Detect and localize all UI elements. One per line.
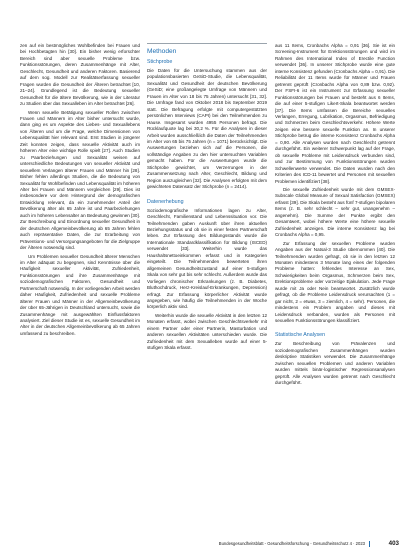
subsection-heading-statistics: Statistische Analysen — [275, 332, 326, 339]
text-column-left — [20, 43, 140, 339]
body-paragraph: Weiterhin wurde die sexuelle Aktivität in den letzten 12 Monaten erfasst, wobei zwischen Geschlechtsverkehr mit einem Partner oder einer Partnerin, Masturbation und anderen sexuellen Aktivitäten unterschieden wurde. Die Zufriedenheit mit dem Sexualleben wurde auf einer 5-stufigen Skala erfasst. — [147, 312, 267, 351]
text-column-middle — [147, 43, 267, 354]
section-divider — [147, 43, 267, 44]
body-paragraph: Wenn sexuelle Betätigung sexueller Rollen zwischen Frauen und Männern im Alter bisher untersucht wurde, dann ging es um Aspekte des Liebes- und Sexuallebens von Älteren und um die Frage, welche Dimensionen von Lebensqualität hier relevant sind. Erst Studien in jüngerer Zeit konnten zeigen, dass sexuelle Aktivität auch im höheren Alter eine wichtige Rolle spielt [27]. Auch Studien zu Paarbeziehungen und Sexualität weisen auf unterschiedliche Bedeutungen von sexueller Aktivität und sexuellem Verlangen älterer Frauen und Männer hin [28]. Bisher fehlen allerdings Studien, die die Bedeutung von Sexualität für Wohlbefinden und Lebensqualität im höheren Alter bei Frauen und Männern vergleichen [29]. Dies ist insbesondere vor dem Hintergrund der demografischen Entwicklung relevant, da ein zunehmender Anteil der Bevölkerung älter als 65 Jahre ist und Paarbeziehungen auch im höheren Lebensalter an Bedeutung gewinnen [30]. Zur Beschreibung und Einordnung sexueller Gesundheit in der deutschen Allgemeinbevölkerung ab 65 Jahren fehlen auch repräsentative Daten, die zur Erarbeitung von Präventions- und Versorgungsangeboten für die Zielgruppe der Älteren notwendig sind. — [20, 109, 140, 251]
body-paragraph: Die Daten für die Untersuchung stammen aus der populationsbasierten GeSiD-Studie, die Lebensqualität, Sexualität und Gesundheit der deutschen Bevölkerung (GeSiD; eine großangelegte Umfrage von Männern und Frauen im Alter von 18 bis 75 Jahren) untersucht [31, 32]. Die Umfrage fand von Oktober 2018 bis September 2019 statt. Die Befragung erfolgte mit computergestützten persönlichen Interviews (CAPI) bei den Teilnehmenden zu Hause. Insgesamt wurden 4955 Personen befragt. Die Rücklaufquote lag bei 30,2 %. Für die Analysen in dieser Arbeit wurden ausschließlich die Daten der Teilnehmenden im Alter von 65 bis 75 Jahren (n = 1071) berücksichtigt. Die Auswertungen beziehen sich auf die Personen, die vollständige Angaben zu den hier untersuchten Variablen gemacht haben. Für die Auswertungen wurde die Stichprobe gewichtet, um Verzerrungen in der Zusammensetzung nach Alter, Geschlecht, Bildung und Region auszugleichen [32]. Die Analysen erfolgten mit dem gewichteten Datensatz der Stichprobe (n = 2414). — [147, 68, 267, 190]
body-paragraph: zen auf ein bestmögliches Wohlbefinden bei Frauen und bei Hochbetagten hin [30]. Ein bisher wenig erforschter Bereich sind aber sexuelle Probleme bzw. Funktionsstörungen, deren Zusammenhänge mit Alter, Geschlecht, Gesundheit und anderen Faktoren. Basierend auf dem sog. Modell zur Realitätserfassung sexueller Fragen wurden die Gesundheit der Älteren betrachtet [10, 21–24]. Grundlegend ist die Bedeutung sexueller Gesundheit für die ältere Bevölkerung, wie in der Literatur zu Studien über das Sexualleben im Alter betrachtet [26]. — [20, 43, 140, 107]
journal-citation: Bundesgesundheitsblatt - Gesundheitsforschung - Gesundheitsschutz 4 · 2023 — [218, 541, 365, 546]
section-heading-methods: Methoden — [147, 48, 177, 55]
subsection-heading-data-collection: Datenerhebung — [147, 198, 184, 205]
page-number: 403 — [388, 540, 399, 547]
body-paragraph: aus 11 Items, Cronbachs Alpha = 0,91 [36]. Sie ist ein Screening-Instrument für Erektionsstörungen und wird im Rahmen des International Index of Erectile Function verwendet [36]. In unserer Stichprobe wurde eine gute interne Konsistenz gefunden (Cronbachs Alpha = 0,91). Die Reliabilität der 11 Items wurde für Männer und Frauen getrennt geprüft (Cronbachs Alpha von 0,89 bzw. 0,92). Der FSFI-6 ist ein Instrument zur Erfassung sexueller Funktionsstörungen bei Frauen und besteht aus 6 Items, die auf einer 5-stufigen Likert-Skala beantwortet werden [37]. Die Items umfassen die Bereiche sexuelles Verlangen, Erregung, Lubrikation, Orgasmus, Befriedigung und Schmerzen beim Geschlechtsverkehr. Höhere Werte zeigen eine bessere sexuelle Funktion an. In unserer Stichprobe betrug die interne Konsistenz Cronbachs Alpha = 0,90. Alle Analysen wurden nach Geschlecht getrennt durchgeführt. Ein weiterer Schwerpunkt lag auf der Frage, ob sexuelle Probleme mit Leidensdruck verbunden sind, und zur Bestimmung von Funktionsstörungen wurden Schwellenwerte verwendet. Die Daten wurden nach den Kriterien des ICD-11 bewertet und Personen mit sexuellen Problemen identifiziert [38]. — [275, 43, 395, 184]
body-paragraph: Um Problemen sexueller Gesundheit älterer Menschen im Alter adäquat zu begegnen, sind Kenntnisse über die Häufigkeit sexueller Aktivität, Zufriedenheit, Funktionsstörungen und ihre Zusammenhänge mit soziodemografischen Faktoren, Gesundheit und Partnerschaft notwendig. In der vorliegenden Arbeit werden daher Häufigkeit, Zufriedenheit und sexuelle Probleme älterer Frauen und Männer in der Allgemeinbevölkerung der über 65-Jährigen in Deutschland untersucht, sowie die Zusammenhänge mit ausgewählten Einflussfaktoren analysiert. Ziel dieser Studie ist es, sexuelle Gesundheit im Alter in der deutschen Allgemeinbevölkerung ab 65 Jahren umfassend zu beschreiben. — [20, 253, 140, 336]
text-column-right — [275, 43, 395, 389]
subsection-heading-sample: Stichprobe — [147, 59, 173, 65]
body-paragraph: Zur Erfassung der sexuellen Probleme wurden Angaben aus der Natsal-3 Studie übernommen [40]. Die Teilnehmenden wurden gefragt, ob sie in den letzten 12 Monaten mindestens 3 Monate lang eines der folgenden Probleme hatten: fehlendes Interesse an Sex, Schwierigkeiten beim Orgasmus, Schmerzen beim Sex, Erektionsprobleme oder vorzeitige Ejakulation. Jede Frage wurde mit Ja oder Nein beantwortet. Zusätzlich wurde gefragt, ob die Probleme Leidensdruck verursachten (1 = gar nicht, 2 = etwas, 3 = ziemlich, 4 = sehr). Personen, die mindestens ein Problem angaben und dieses mit Leidensdruck verbanden, wurden als Personen mit sexuellen Funktionsstörungen klassifiziert. — [275, 240, 395, 324]
page-footer — [20, 538, 413, 550]
body-paragraph: Die sexuelle Zufriedenheit wurde mit dem GMSEX-Subscale Global Measure of Sexual Satisfaction (GMSEX) erfasst [39]. Die Skala besteht aus fünf 7-stufigen bipolaren Items (z. B. sehr schlecht – sehr gut, unangenehm – angenehm). Die Summe der Punkte ergibt den Gesamtwert, wobei höhere Werte eine höhere sexuelle Zufriedenheit anzeigen. Die interne Konsistenz lag bei Cronbachs Alpha = 0,95. — [275, 186, 395, 238]
body-paragraph: Zur Beschreibung von Prävalenzen und soziodemografischen Zusammenhängen wurden deskriptive Statistiken verwendet. Die Zusammenhänge zwischen sexuellen Problemen und anderen Variablen wurden mittels binär-logistischer Regressionsanalysen geprüft. Alle Analysen wurden getrennt nach Geschlecht durchgeführt. — [275, 341, 395, 386]
body-paragraph: Soziodemografische Informationen lagen zu Alter, Geschlecht, Familienstand und Lebenssituation vor. Die Teilnehmenden gaben Auskunft über ihren aktuellen Beziehungsstatus und ob sie in einer festen Partnerschaft leben. Zur Erfassung des Bildungsstands wurde die Internationale Standardklassifikation für Bildung (ISCED) verwendet [33]. Weiterhin wurde das Haushaltsnettoeinkommen erfasst und in Kategorien eingeteilt. Die Teilnehmenden bewerteten ihren allgemeinen Gesundheitszustand auf einer 5-stufigen Skala von sehr gut bis sehr schlecht. Außerdem wurde das Vorliegen chronischer Erkrankungen (z. B. Diabetes, Bluthochdruck, Herz-Kreislauf-Erkrankungen, Depression) erfragt. Zur Erfassung körperlicher Aktivität wurde angegeben, wie häufig die Teilnehmenden in der Woche körperlich aktiv sind. — [147, 207, 267, 310]
footer-separator — [369, 541, 370, 547]
